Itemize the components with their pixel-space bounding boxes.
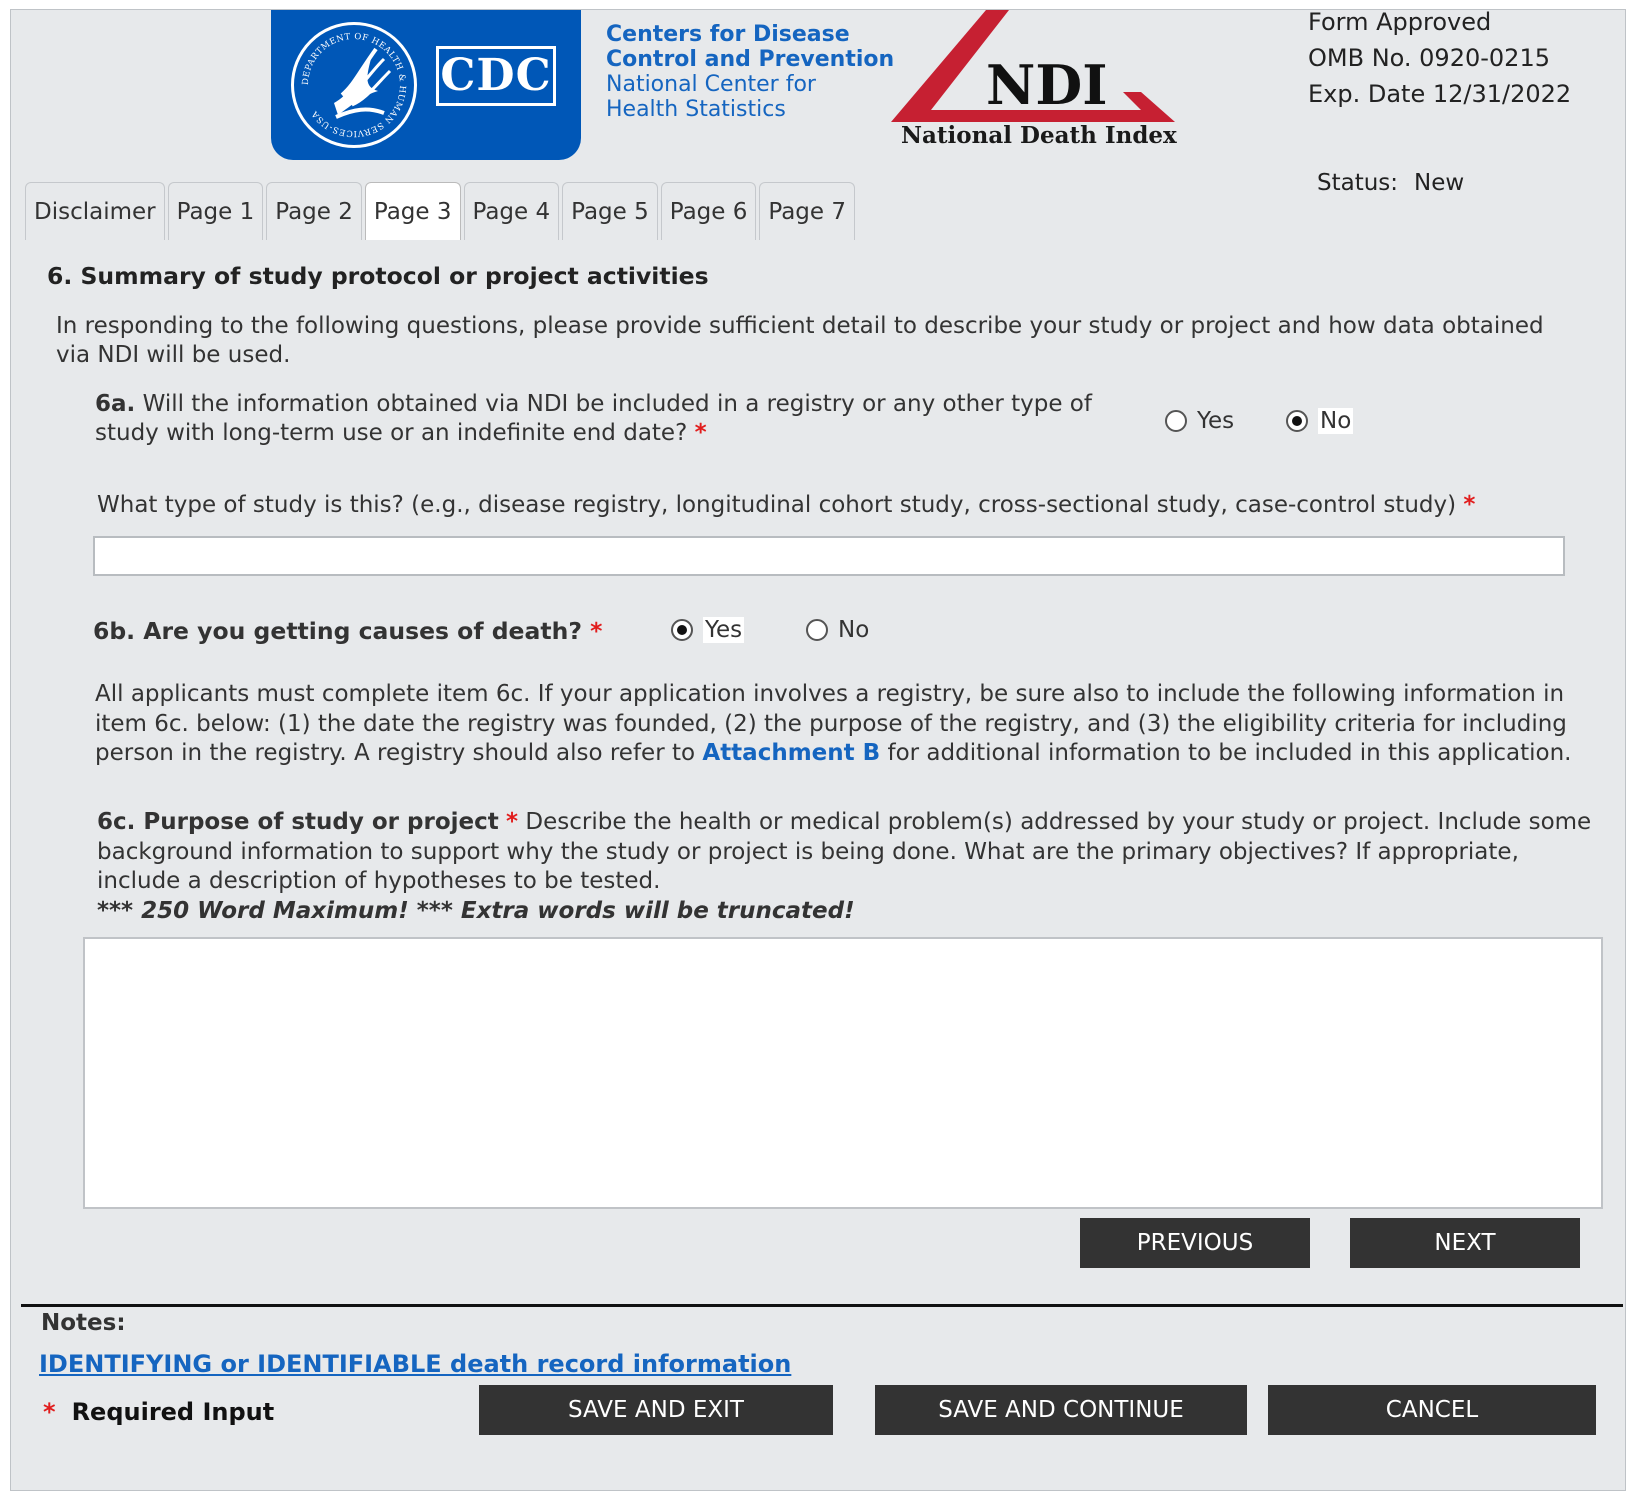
cancel-button[interactable]: CANCEL xyxy=(1268,1385,1596,1435)
omb-info xyxy=(1308,4,1571,112)
study-type-label xyxy=(97,492,1475,518)
expiration-date: Exp. Date 12/31/2022 xyxy=(1308,80,1572,108)
question-6a-number: 6a. xyxy=(95,391,136,417)
cdc-line-1: Centers for Disease xyxy=(606,22,850,47)
registry-instructions xyxy=(95,680,1595,769)
tab-page-7[interactable]: Page 7 xyxy=(759,182,855,240)
ndi-caption: National Death Index xyxy=(901,122,1177,149)
next-button[interactable]: NEXT xyxy=(1350,1218,1580,1268)
required-asterisk: * xyxy=(1463,492,1476,518)
question-6c-title: 6c. Purpose of study or project xyxy=(97,809,499,835)
q6b-yes-option[interactable] xyxy=(671,617,744,643)
page-tabs xyxy=(25,182,855,240)
save-and-continue-button[interactable]: SAVE AND CONTINUE xyxy=(875,1385,1247,1435)
cdc-line-4: Health Statistics xyxy=(606,97,786,122)
question-6b xyxy=(93,617,602,645)
status-label: Status: xyxy=(1317,170,1399,196)
section-title: 6. Summary of study protocol or project activities xyxy=(47,262,709,290)
ndi-triangle-icon xyxy=(891,10,1191,122)
tab-page-4[interactable]: Page 4 xyxy=(464,182,560,240)
q6a-no-radio[interactable] xyxy=(1286,410,1308,432)
form-approved-text: Form Approved xyxy=(1308,8,1492,36)
cdc-logo xyxy=(271,10,581,160)
question-6c xyxy=(97,808,1597,926)
tab-page-5[interactable]: Page 5 xyxy=(562,182,658,240)
tab-disclaimer[interactable]: Disclaimer xyxy=(25,182,165,240)
cdc-line-2: Control and Prevention xyxy=(606,47,895,72)
study-type-question: What type of study is this? (e.g., disease registry, longitudinal cohort study, cross-sectional study, case-control study) xyxy=(97,492,1457,518)
tab-page-1[interactable]: Page 1 xyxy=(168,182,264,240)
purpose-textarea[interactable] xyxy=(83,937,1603,1209)
word-limit-warning: *** 250 Word Maximum! *** Extra words will be truncated! xyxy=(97,897,855,924)
hhs-eagle-seal-icon xyxy=(291,22,417,148)
registry-text-after: for additional information to be included in this application. xyxy=(887,740,1572,766)
identifying-info-link[interactable]: IDENTIFYING or IDENTIFIABLE death record information xyxy=(39,1350,792,1378)
q6a-yes-label: Yes xyxy=(1197,408,1235,434)
cdc-wordmark: CDC xyxy=(436,46,556,106)
required-input-legend xyxy=(43,1398,274,1426)
seal-text: DEPARTMENT OF HEALTH & HUMAN SERVICES-USA xyxy=(300,31,408,139)
footer-divider xyxy=(21,1304,1623,1307)
notes-label: Notes: xyxy=(41,1310,126,1336)
q6b-no-option[interactable] xyxy=(806,617,869,643)
registry-text-before: All applicants must complete item 6c. If your application involves a registry, be sure also to include the following information in item 6c. below: (1) the date the registry was founded, (2) the purpose of the registry, and (3) the eligibility criteria for including person in the registry. A registry should also refer to xyxy=(95,681,1567,766)
q6a-no-label: No xyxy=(1320,408,1352,434)
ndi-wordmark: NDI xyxy=(986,53,1108,117)
cdc-line-3: National Center for xyxy=(606,72,816,97)
q6a-no-option[interactable] xyxy=(1286,408,1353,434)
q6b-yes-radio[interactable] xyxy=(671,619,693,641)
omb-number: OMB No. 0920-0215 xyxy=(1308,44,1550,72)
required-asterisk: * xyxy=(506,809,519,835)
previous-button[interactable]: PREVIOUS xyxy=(1080,1218,1310,1268)
section-intro: In responding to the following questions, please provide sufficient detail to describe your study or project and how data obtained via NDI will be used. xyxy=(56,313,1544,368)
required-asterisk: * xyxy=(694,420,707,446)
q6b-no-label: No xyxy=(838,617,870,643)
attachment-b-link[interactable]: Attachment B xyxy=(702,740,881,766)
form-frame xyxy=(10,9,1626,1491)
save-and-exit-button[interactable]: SAVE AND EXIT xyxy=(479,1385,833,1435)
required-asterisk: * xyxy=(43,1398,56,1426)
q6a-yes-radio[interactable] xyxy=(1165,410,1187,432)
question-6c-description: Describe the health or medical problem(s) addressed by your study or project. Include some background information to support why the study or project is being done. What are the primary objectives? If appropriate, include a description of hypotheses to be tested. xyxy=(97,809,1592,894)
q6b-yes-label: Yes xyxy=(705,617,743,643)
cdc-org-name xyxy=(606,22,894,122)
ndi-logo xyxy=(891,10,1191,160)
question-6a-text: Will the information obtained via NDI be included in a registry or any other type of study with long-term use or an indefinite end date? xyxy=(95,391,1092,446)
tab-page-2[interactable]: Page 2 xyxy=(266,182,362,240)
question-6b-text: 6b. Are you getting causes of death? xyxy=(93,617,582,645)
status-indicator xyxy=(1317,170,1464,196)
status-value: New xyxy=(1414,170,1465,196)
required-input-label: Required Input xyxy=(71,1398,275,1426)
tab-page-3[interactable]: Page 3 xyxy=(365,182,461,240)
question-6a xyxy=(95,390,1115,448)
required-asterisk: * xyxy=(590,617,603,645)
q6b-no-radio[interactable] xyxy=(806,619,828,641)
tab-page-6[interactable]: Page 6 xyxy=(661,182,757,240)
q6a-yes-option[interactable] xyxy=(1165,408,1234,434)
study-type-input[interactable] xyxy=(93,536,1565,576)
